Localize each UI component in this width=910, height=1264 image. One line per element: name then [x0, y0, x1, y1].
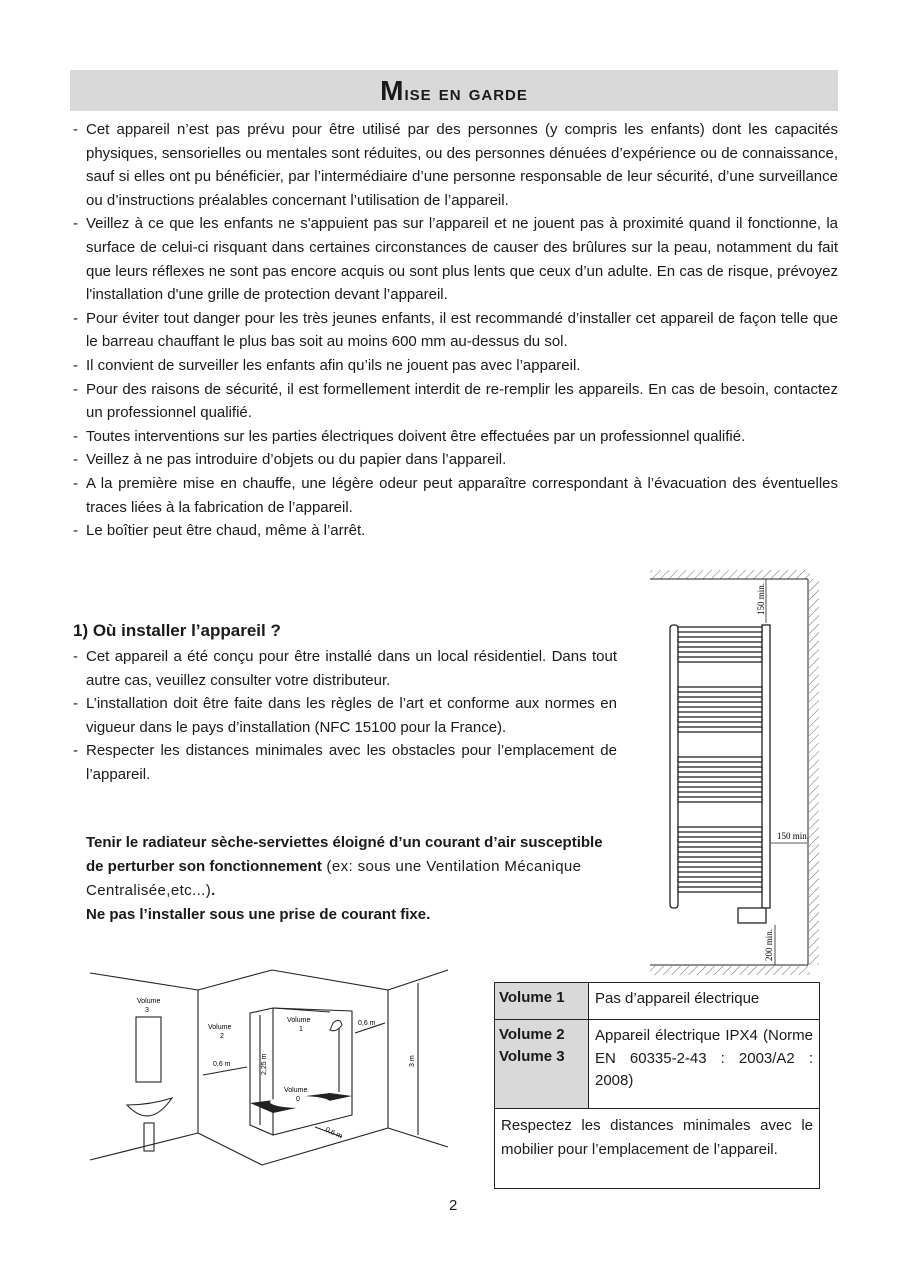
volume-1-label: Volume: [287, 1017, 311, 1024]
distance-label: 0,6 m: [324, 1126, 343, 1141]
radiator-bar: [678, 687, 762, 692]
ceiling-hatch: [650, 570, 810, 579]
volume-1-number: 1: [299, 1026, 303, 1033]
side-clearance-label: 150 min.: [777, 831, 810, 841]
list-item: - L’installation doit être faite dans les règles de l’art et conforme aux normes en vigueur dans le pays d’installation (NFC 15100 pour la France).: [73, 692, 617, 739]
table-row: [495, 983, 819, 1020]
radiator-bar: [678, 857, 762, 862]
table-note: Respectez les distances minimales avec le mobilier pour l’emplacement de l’appareil.: [501, 1117, 813, 1158]
notice-end: .: [211, 882, 216, 899]
volumes-table: [494, 982, 820, 1189]
height-label: 3 m: [409, 1055, 416, 1067]
top-clearance-label: 150 min.: [756, 582, 766, 615]
page-number: 2: [449, 1197, 458, 1214]
volume-3-number: 3: [145, 1007, 149, 1014]
volume-2-label: Volume: [208, 1024, 232, 1031]
list-item: - A la première mise en chauffe, une légère odeur peut apparaître correspondant à l’évacuation des éventuelles traces liées à la fabrication de l’appareil.: [73, 472, 838, 519]
list-item: - Le boîtier peut être chaud, même à l’arrêt.: [73, 519, 838, 543]
volume-2-number: 2: [220, 1033, 224, 1040]
page-title: Mise en garde: [380, 74, 528, 106]
height-label: 2,25 m: [261, 1053, 268, 1075]
list-item: - Pour éviter tout danger pour les très jeunes enfants, il est recommandé d’installer cet appareil de façon telle que le barreau chauffant le plus bas soit au moins 600 mm au-dessus du sol.: [73, 307, 838, 354]
radiator-bar: [678, 887, 762, 892]
radiator-bar: [678, 657, 762, 662]
radiator-clearance-diagram: [640, 565, 830, 975]
radiator-bar: [678, 697, 762, 702]
bathroom-volumes-diagram: [80, 965, 460, 1185]
radiator-bar: [678, 877, 762, 882]
list-item: - Veillez à ne pas introduire d’objets ou du papier dans l’appareil.: [73, 448, 838, 472]
warnings-list: [73, 118, 838, 543]
wall-hatch: [809, 579, 819, 965]
notice-bold: Tenir le radiateur sèche-serviettes éloigné d’un courant d’air susceptible de perturber son fonctionnement: [86, 834, 603, 875]
radiator-bar: [678, 777, 762, 782]
list-item: - Toutes interventions sur les parties électriques doivent être effectuées par un professionnel qualifié.: [73, 425, 838, 449]
radiator-bar: [678, 757, 762, 762]
volume-0-label: Volume: [284, 1087, 308, 1094]
table-value: Appareil électrique IPX4 (Norme EN 60335-2-43 : 2003/A2 : 2008): [595, 1027, 813, 1089]
distance-label: 0,6 m: [213, 1061, 231, 1068]
section-heading: 1) Où installer l’appareil ?: [73, 621, 281, 640]
table-row: [495, 1020, 819, 1109]
volume-3-label: Volume: [137, 998, 161, 1005]
radiator-bar: [678, 637, 762, 642]
notice-text: (ex: sous une Ventilation Mécanique Centralisée,etc...): [86, 858, 582, 899]
radiator: [670, 625, 770, 923]
bottom-clearance-label: 200 min.: [764, 928, 774, 961]
radiator-bar: [678, 717, 762, 722]
table-key: Volume 2 Volume 3: [495, 1020, 589, 1108]
radiator-bar: [678, 787, 762, 792]
radiator-bar: [678, 767, 762, 772]
list-item: - Cet appareil a été conçu pour être installé dans un local résidentiel. Dans tout autre cas, veuillez consulter votre distributeur.: [73, 645, 617, 692]
list-item: - Il convient de surveiller les enfants afin qu’ils ne jouent pas avec l’appareil.: [73, 354, 838, 378]
section1-list: [73, 645, 617, 787]
list-item: - Cet appareil n’est pas prévu pour être utilisé par des personnes (y compris les enfants) dont les capacités physiques, sensorielles ou mentales sont réduites, ou des personnes dénuées d’expérience ou de connaissance, sauf si elles ont pu bénéficier, par l’intermédiaire d’une personne responsable de leur sécurité, d’une surveillance ou d’instructions préalables concernant l’utilisation de l’appareil.: [73, 118, 838, 212]
radiator-bar: [678, 647, 762, 652]
radiator-bar: [678, 627, 762, 632]
distance-label: 0,6 m: [358, 1020, 376, 1027]
notice-bold-2: Ne pas l’installer sous une prise de courant fixe.: [86, 906, 431, 923]
radiator-bar: [678, 707, 762, 712]
floor-hatch: [650, 966, 810, 975]
table-key: Volume 1: [495, 983, 589, 1019]
radiator-bar: [678, 727, 762, 732]
list-item: - Respecter les distances minimales avec les obstacles pour l’emplacement de l’appareil.: [73, 739, 617, 786]
radiator-bar: [678, 827, 762, 832]
installation-notice: [86, 831, 617, 927]
radiator-bar: [678, 867, 762, 872]
title-bar: [70, 70, 838, 111]
list-item: - Veillez à ce que les enfants ne s'appuient pas sur l’appareil et ne jouent pas à proximité quand il fonctionne, la surface de celui-ci risquant dans certaines circonstances de causer des brûlures sur la peau, notamment du fait que leurs réflexes ne sont pas encore acquis ou sont plus lents que ceux d’un adulte. En cas de risque, prévoyez l'installation d'une grille de protection devant l’appareil.: [73, 212, 838, 306]
table-value: Pas d’appareil électrique: [595, 990, 760, 1007]
radiator-bar: [678, 797, 762, 802]
radiator-bar: [678, 847, 762, 852]
radiator-bar: [678, 837, 762, 842]
list-item: - Pour des raisons de sécurité, il est formellement interdit de re-remplir les appareils. En cas de besoin, contactez un professionnel qualifié.: [73, 378, 838, 425]
volume-0-number: 0: [296, 1096, 300, 1103]
